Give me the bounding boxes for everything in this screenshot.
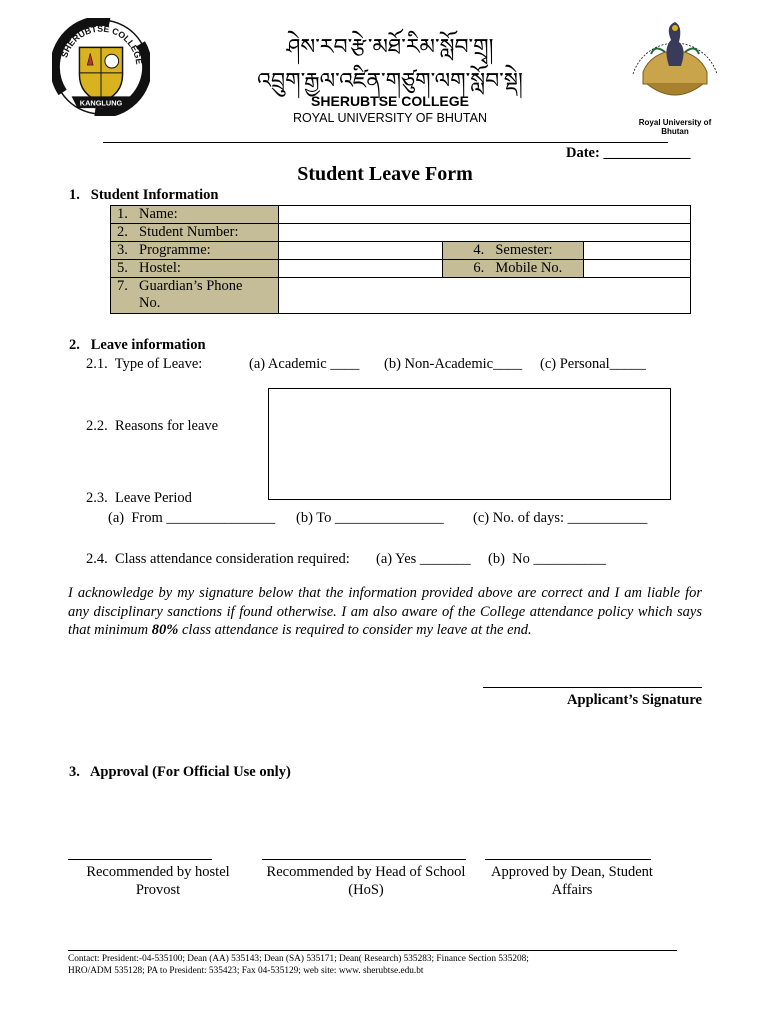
attendance-label: 2.4. Class attendance consideration required: xyxy=(86,551,350,567)
semester-input-cell[interactable] xyxy=(584,242,691,260)
guardian-phone-label-cell: 7. Guardian’s Phone No. xyxy=(111,278,279,314)
leave-type-academic[interactable]: (a) Academic ____ xyxy=(249,356,360,372)
programme-input-cell[interactable] xyxy=(278,242,443,260)
logo-bottom-text: KANGLUNG xyxy=(79,98,123,108)
footer-rule xyxy=(68,950,677,951)
attendance-no[interactable]: (b) No __________ xyxy=(488,551,607,567)
leave-period-label: 2.3. Leave Period xyxy=(86,490,192,506)
dzongkha-name-line2: འབྲུག་རྒྱལ་འཛིན་གཙུག་ལག་སློབ་སྡེ། xyxy=(257,69,523,94)
table-row xyxy=(111,224,691,242)
mobile-label-cell: 6. Mobile No. xyxy=(443,260,584,278)
programme-label-cell: 3. Programme: xyxy=(111,242,279,260)
student-info-table xyxy=(110,205,691,314)
header-rule xyxy=(103,142,668,143)
leave-type-personal[interactable]: (c) Personal_____ xyxy=(540,356,646,372)
college-name: SHERUBTSE COLLEGE xyxy=(311,93,469,109)
section1-heading: 1. Student Information xyxy=(69,187,219,203)
college-logo xyxy=(52,18,150,116)
acknowledgement-text: I acknowledge by my signature below that the information provided above are correct and I am liable for any disciplinary sanctions if found otherwise. I am also aware of the College attendance policy which says that minimum 80% class attendance is required to consider my leave at the end. xyxy=(68,585,702,638)
hostel-provost-label: Recommended by hostel Provost xyxy=(86,864,230,898)
student-number-input-cell[interactable] xyxy=(278,224,690,242)
hostel-input-cell[interactable] xyxy=(278,260,443,278)
table-row xyxy=(111,278,691,314)
hos-signature-line[interactable] xyxy=(262,859,466,860)
name-label-cell: 1. Name: xyxy=(111,206,279,224)
logo-top-text: SHERUBTSE COLLEGE xyxy=(59,23,145,66)
dzongkha-name-line1: ཤེས་རབ་རྩེ་མཐོ་རིམ་སློབ་གྲྭ། xyxy=(286,35,494,60)
form-title: Student Leave Form xyxy=(297,163,473,185)
applicant-signature-label: Applicant’s Signature xyxy=(567,692,702,708)
table-row xyxy=(111,260,691,278)
attendance-percent: 80% xyxy=(151,622,179,638)
applicant-signature-line[interactable] xyxy=(483,687,702,688)
leave-to-field[interactable]: (b) To _______________ xyxy=(296,510,444,526)
hostel-label-cell: 5. Hostel: xyxy=(111,260,279,278)
name-input-cell[interactable] xyxy=(278,206,690,224)
guardian-phone-input-cell[interactable] xyxy=(278,278,690,314)
section2-heading: 2. Leave information xyxy=(69,337,206,353)
date-field[interactable]: Date: ____________ xyxy=(566,145,691,161)
reasons-box[interactable] xyxy=(268,388,671,500)
hostel-provost-signature-line[interactable] xyxy=(68,859,212,860)
university-name: ROYAL UNIVERSITY OF BHUTAN xyxy=(292,111,487,125)
footer-contact: Contact: President:-04-535100; Dean (AA) 535143; Dean (SA) 535171; Dean( Research) 535283; Finance Section 535208; HRO/ADM 535128; PA to President: 535423; Fax 04-535129; web site: www. sherubtse.edu.bt xyxy=(68,954,529,976)
leave-type-non-academic[interactable]: (b) Non-Academic____ xyxy=(384,356,523,372)
table-row xyxy=(111,206,691,224)
rub-logo-caption: Royal University of Bhutan xyxy=(638,118,712,136)
leave-type-label: 2.1. Type of Leave: xyxy=(86,356,203,372)
rub-logo xyxy=(625,14,725,136)
dean-label: Approved by Dean, Student Affairs xyxy=(491,864,653,898)
leave-days-field[interactable]: (c) No. of days: ___________ xyxy=(473,510,648,526)
mobile-input-cell[interactable] xyxy=(584,260,691,278)
reasons-label: 2.2. Reasons for leave xyxy=(86,418,219,434)
section3-heading: 3. Approval (For Official Use only) xyxy=(69,764,291,780)
hos-label: Recommended by Head of School (HoS) xyxy=(266,864,466,898)
leave-from-field[interactable]: (a) From _______________ xyxy=(108,510,276,526)
dean-signature-line[interactable] xyxy=(485,859,651,860)
table-row xyxy=(111,242,691,260)
attendance-yes[interactable]: (a) Yes _______ xyxy=(376,551,471,567)
semester-label-cell: 4. Semester: xyxy=(443,242,584,260)
student-number-label-cell: 2. Student Number: xyxy=(111,224,279,242)
